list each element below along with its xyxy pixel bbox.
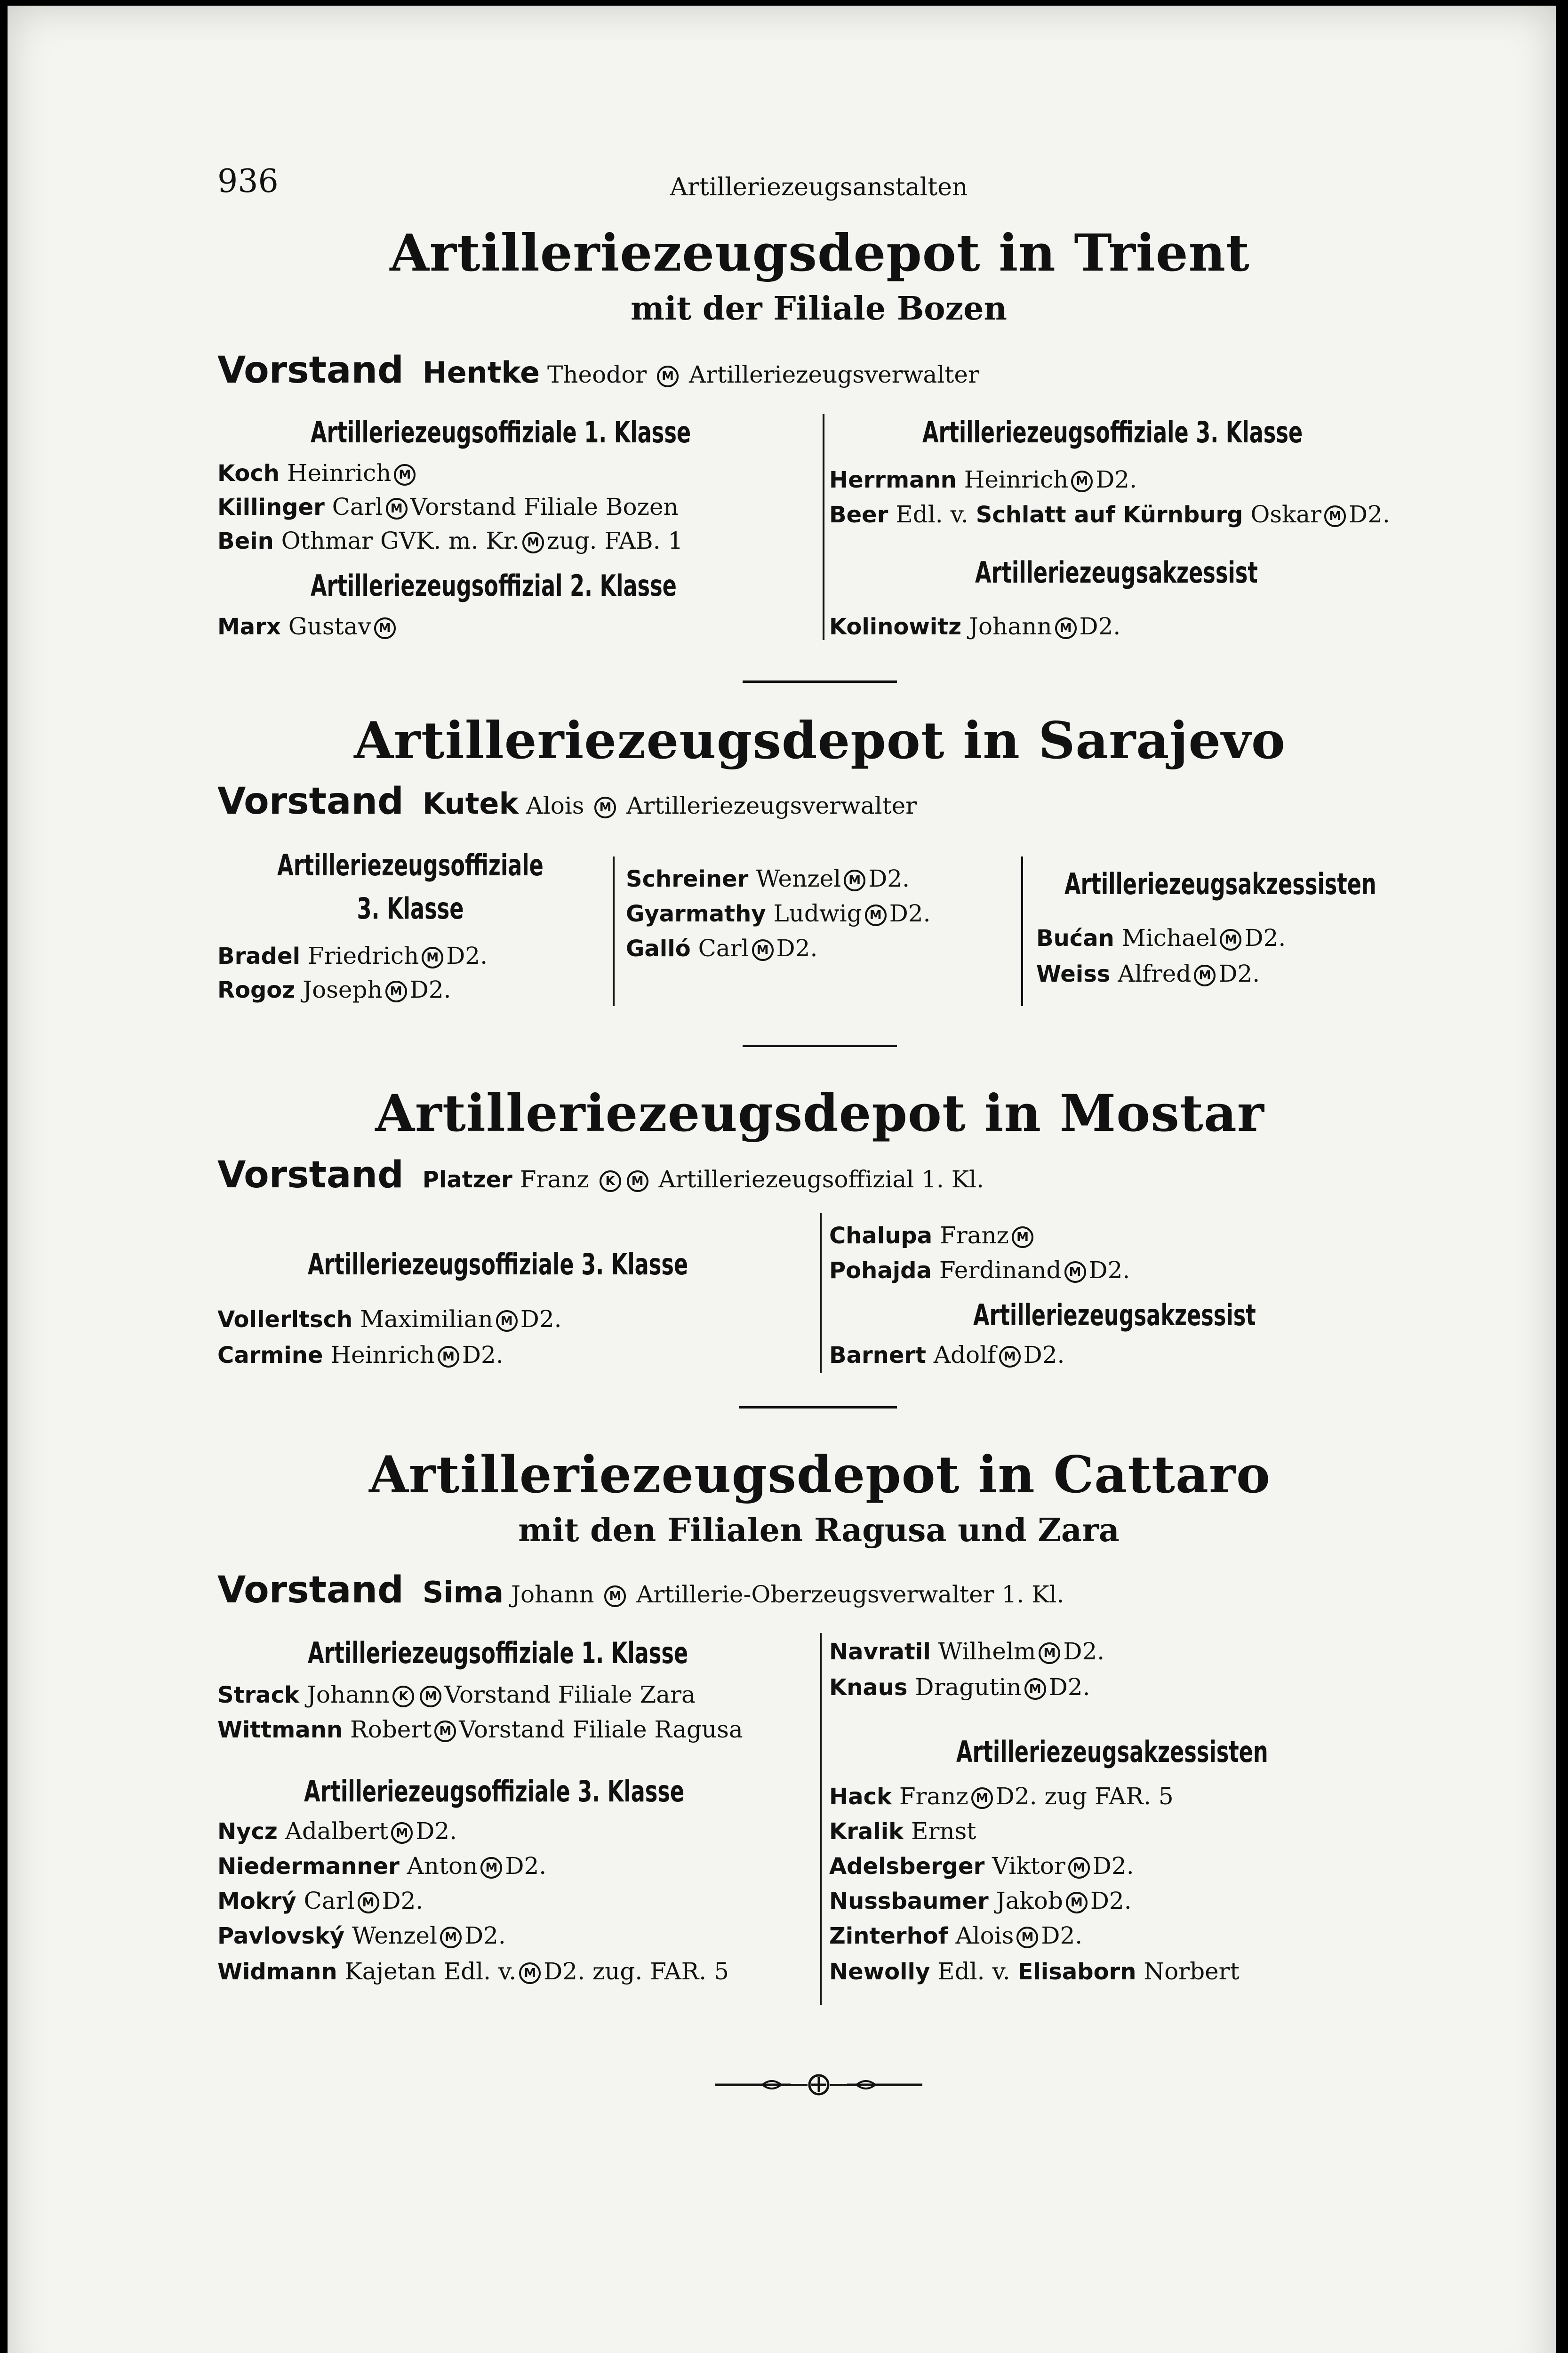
surname: Gyarmathy <box>626 901 766 927</box>
remark: D2. <box>1096 466 1137 493</box>
given-name: Adalbert <box>285 1817 389 1845</box>
remark: D2. <box>868 865 910 892</box>
m-badge-icon: M <box>385 981 407 1002</box>
entry-barnert <box>829 1343 1064 1368</box>
given-name: Johann <box>968 613 1052 640</box>
k-badge-icon: K <box>392 1686 414 1707</box>
entry-bradel <box>217 944 488 968</box>
heading-trient-akzessist: Artilleriezeugsakzessist <box>975 555 1258 590</box>
entry-strack <box>217 1683 696 1707</box>
surname: Wittmann <box>217 1717 343 1743</box>
m-badge-icon: M <box>1016 1927 1038 1948</box>
remark: Vorstand Filiale Bozen <box>410 493 679 520</box>
given-name: Anton <box>407 1852 478 1880</box>
entry-kralik <box>829 1819 976 1843</box>
remark: D2. <box>1041 1922 1083 1949</box>
given-name: Maximilian <box>360 1305 493 1333</box>
given-name: Adolf <box>933 1341 996 1369</box>
vorstand-surname: Kutek <box>422 786 519 821</box>
given-name: Ernst <box>911 1817 976 1845</box>
surname: Barnert <box>829 1342 926 1369</box>
surname: Vollerltsch <box>217 1306 353 1333</box>
given-name: Alois <box>955 1922 1014 1949</box>
m-badge-icon: M <box>480 1857 502 1879</box>
entry-hack <box>829 1785 1174 1809</box>
m-badge-icon: M <box>438 1346 459 1368</box>
entry-herrmann <box>829 468 1137 492</box>
remark: D2. <box>520 1305 562 1333</box>
remark: D2. <box>776 935 818 962</box>
entry-koch <box>217 461 418 486</box>
entry-navratil <box>829 1640 1104 1664</box>
surname: Kolinowitz <box>829 614 962 640</box>
given-name: Alfred <box>1118 960 1192 987</box>
entry-pavlovsky <box>217 1924 506 1948</box>
remark: D2. <box>1023 1341 1065 1369</box>
column-divider <box>823 414 824 640</box>
m-badge-icon: M <box>1194 965 1216 986</box>
entry-nycz <box>217 1819 457 1844</box>
m-badge-icon: M <box>999 1346 1021 1368</box>
column-divider <box>820 1213 822 1373</box>
given-name: Heinrich <box>964 466 1069 493</box>
section-title-mostar: Artilleriezeugsdepot in Mostar <box>375 1084 1264 1143</box>
given-name: Wenzel <box>756 865 841 892</box>
surname: Adelsberger <box>829 1853 985 1880</box>
surname: Koch <box>217 460 280 487</box>
given-name: Robert <box>350 1716 432 1743</box>
remark: D2. <box>1092 1852 1134 1880</box>
m-badge-icon: M <box>1039 1642 1060 1664</box>
given-name: Joseph <box>303 976 383 1003</box>
given-name: Oskar <box>1250 501 1321 528</box>
m-badge-icon: M <box>374 617 396 639</box>
vorstand-line-cattaro <box>217 1569 1064 1611</box>
section-title-cattaro: Artilleriezeugsdepot in Cattaro <box>369 1445 1271 1505</box>
surname: Herrmann <box>829 467 957 493</box>
surname: Kralik <box>829 1818 904 1845</box>
page-number: 936 <box>217 163 279 200</box>
entry-zinterhof <box>829 1924 1082 1948</box>
entry-mokry <box>217 1889 423 1913</box>
remark: D2. <box>1048 1673 1090 1701</box>
vorstand-rank: Artilleriezeugsverwalter <box>626 792 917 819</box>
given-name: Franz <box>940 1222 1009 1249</box>
entry-chalupa <box>829 1224 1036 1248</box>
m-badge-icon: M <box>440 1927 462 1948</box>
surname: Chalupa <box>829 1223 933 1249</box>
entry-vollerltsch <box>217 1307 562 1332</box>
m-badge-icon: M <box>522 532 544 553</box>
entry-beer <box>829 503 1390 527</box>
entry-kolinowitz <box>829 615 1120 639</box>
remark: Vorstand Filiale Ragusa <box>459 1716 743 1743</box>
ornament-icon <box>715 2071 922 2099</box>
m-badge-icon: M <box>865 904 887 926</box>
vorstand-rank: Artilleriezeugsoffizial 1. Kl. <box>658 1166 984 1193</box>
m-badge-icon: M <box>422 947 443 968</box>
surname: Mokrý <box>217 1888 296 1914</box>
m-badge-icon: M <box>1055 617 1077 639</box>
vorstand-label: Vorstand <box>217 1569 404 1611</box>
given-name: Gustav <box>288 613 371 640</box>
surname: Pohajda <box>829 1257 932 1284</box>
ornament-divider <box>715 2071 922 2101</box>
m-badge-icon: M <box>420 1686 441 1707</box>
surname: Navratil <box>829 1639 931 1665</box>
particle: Edl. v. <box>896 501 968 528</box>
given-name: Friedrich <box>307 942 419 969</box>
given-name: Wenzel <box>352 1922 438 1949</box>
m-badge-icon: M <box>1068 1857 1090 1879</box>
remark: Vorstand Filiale Zara <box>444 1681 696 1708</box>
m-badge-icon: M <box>1324 505 1346 527</box>
surname: Widmann <box>217 1959 337 1985</box>
surname: Knaus <box>829 1674 908 1701</box>
surname: Galló <box>626 936 691 962</box>
entry-nussbaumer <box>829 1889 1132 1913</box>
entry-adelsberger <box>829 1854 1134 1879</box>
remark: D2. <box>1218 960 1260 987</box>
section-divider <box>743 1045 897 1047</box>
remark: D2. <box>1079 613 1121 640</box>
entry-newolly <box>829 1960 1240 1983</box>
heading-trient-offizial-2: Artilleriezeugsoffizial 2. Klasse <box>311 568 677 603</box>
vorstand-label: Vorstand <box>217 780 404 823</box>
surname: Nycz <box>217 1818 278 1845</box>
remark: D2. <box>1244 924 1286 952</box>
remark: D2. <box>409 976 451 1003</box>
vorstand-rank: Artillerie-Oberzeugsverwalter 1. Kl. <box>636 1581 1064 1608</box>
column-divider <box>1021 856 1023 1006</box>
given-name: Dragutin <box>915 1673 1022 1701</box>
remark: D2. <box>1349 501 1390 528</box>
section-subtitle-trient: mit der Filiale Bozen <box>631 290 1007 328</box>
surname: Carmine <box>217 1342 323 1369</box>
m-badge-icon: M <box>752 939 774 961</box>
given-name: Kajetan Edl. v. <box>344 1958 517 1985</box>
surname: Bein <box>217 528 274 554</box>
surname: Killinger <box>217 494 325 520</box>
m-badge-icon: M <box>1066 1892 1088 1913</box>
m-badge-icon: M <box>1024 1678 1046 1700</box>
m-badge-icon: M <box>394 464 416 486</box>
heading-trient-offiziale-3: Artilleriezeugsoffiziale 3. Klasse <box>922 415 1303 449</box>
section-divider <box>743 680 897 683</box>
remark: D2. <box>505 1852 547 1880</box>
entry-schreiner <box>626 867 910 891</box>
m-badge-icon: M <box>386 498 408 520</box>
section-divider <box>739 1406 897 1409</box>
column-divider <box>613 856 615 1006</box>
remark: D2. <box>446 942 488 969</box>
vorstand-rank: Artilleriezeugsverwalter <box>689 361 979 388</box>
section-title-sarajevo: Artilleriezeugsdepot in Sarajevo <box>354 711 1286 770</box>
given-name: Johann <box>306 1681 390 1708</box>
given-name: Viktor <box>992 1852 1065 1880</box>
m-badge-icon: M <box>657 366 679 387</box>
m-badge-icon: M <box>358 1892 379 1913</box>
remark: D2. zug FAR. 5 <box>995 1783 1174 1810</box>
entry-gyarmathy <box>626 902 930 926</box>
m-badge-icon: M <box>1220 929 1241 951</box>
m-badge-icon: M <box>519 1962 541 1984</box>
surname: Bućan <box>1036 925 1114 952</box>
m-badge-icon: M <box>496 1310 518 1332</box>
entry-knaus <box>829 1675 1090 1700</box>
surname-2: Elisaborn <box>1017 1959 1136 1985</box>
vorstand-line-mostar <box>217 1154 984 1196</box>
entry-gallo <box>626 936 817 961</box>
entry-niedermanner <box>217 1854 546 1879</box>
heading-cattaro-offiziale-1: Artilleriezeugsoffiziale 1. Klasse <box>308 1636 688 1670</box>
particle: Edl. v. <box>937 1958 1010 1985</box>
surname: Hack <box>829 1784 892 1810</box>
heading-sarajevo-akzessisten: Artilleriezeugsakzessisten <box>1064 867 1376 901</box>
section-title-trient: Artilleriezeugsdepot in Trient <box>390 224 1250 283</box>
remark: D2. <box>416 1817 457 1845</box>
m-badge-icon: M <box>594 797 616 818</box>
vorstand-given: Franz <box>520 1166 589 1193</box>
m-badge-icon: M <box>1064 1261 1086 1283</box>
vorstand-label: Vorstand <box>217 349 404 392</box>
remark: D2. <box>1088 1257 1130 1284</box>
remark: D2. zug. FAR. 5 <box>544 1958 729 1985</box>
k-badge-icon: K <box>600 1170 621 1192</box>
given-name: Heinrich <box>330 1341 435 1369</box>
given-name: Ferdinand <box>939 1257 1062 1284</box>
surname: Zinterhof <box>829 1923 948 1949</box>
vorstand-surname: Sima <box>422 1575 504 1609</box>
heading-cattaro-offiziale-3: Artilleriezeugsoffiziale 3. Klasse <box>304 1774 685 1809</box>
m-badge-icon: M <box>434 1721 456 1742</box>
m-badge-icon: M <box>1071 471 1093 492</box>
surname-2: Schlatt auf Kürnburg <box>976 502 1243 528</box>
surname: Niedermanner <box>217 1853 400 1880</box>
heading-trient-offiziale-1: Artilleriezeugsoffiziale 1. Klasse <box>311 415 691 449</box>
vorstand-given: Theodor <box>547 361 647 388</box>
given-name: Heinrich <box>287 459 392 487</box>
entry-bein <box>217 529 683 553</box>
m-badge-icon: M <box>971 1787 993 1809</box>
vorstand-line-sarajevo <box>217 780 917 823</box>
surname: Nussbaumer <box>829 1888 989 1914</box>
heading-sarajevo-offiziale-l1: Artilleriezeugsoffiziale <box>277 848 544 882</box>
vorstand-surname: Platzer <box>422 1167 512 1193</box>
given-name: Carl <box>698 935 749 962</box>
heading-sarajevo-offiziale-l2: 3. Klasse <box>357 891 464 926</box>
section-subtitle-cattaro: mit den Filialen Ragusa und Zara <box>518 1512 1120 1549</box>
heading-cattaro-akzessisten: Artilleriezeugsakzessisten <box>956 1735 1268 1769</box>
entry-marx <box>217 615 399 639</box>
remark: zug. FAB. 1 <box>547 527 683 554</box>
given-name: Norbert <box>1144 1958 1240 1985</box>
vorstand-surname: Hentke <box>422 355 540 390</box>
entry-killinger <box>217 495 679 520</box>
heading-mostar-akzessist: Artilleriezeugsakzessist <box>973 1298 1256 1332</box>
vorstand-label: Vorstand <box>217 1154 404 1196</box>
surname: Schreiner <box>626 866 749 892</box>
entry-wittmann <box>217 1718 743 1742</box>
given-name: Carl <box>332 493 383 520</box>
given-name: Franz <box>899 1783 968 1810</box>
surname: Rogoz <box>217 977 296 1003</box>
remark: D2. <box>464 1922 506 1949</box>
m-badge-icon: M <box>391 1822 413 1844</box>
entry-weiss <box>1036 962 1260 986</box>
surname: Weiss <box>1036 961 1111 987</box>
surname: Pavlovský <box>217 1923 345 1949</box>
m-badge-icon: M <box>844 870 865 891</box>
m-badge-icon: M <box>627 1170 648 1192</box>
surname: Newolly <box>829 1959 930 1985</box>
remark: D2. <box>462 1341 504 1369</box>
remark: D2. <box>1063 1638 1105 1665</box>
given-name: Jakob <box>996 1887 1063 1914</box>
heading-mostar-offiziale-3: Artilleriezeugsoffiziale 3. Klasse <box>308 1247 688 1281</box>
given-name: Carl <box>304 1887 355 1914</box>
entry-rogoz <box>217 978 451 1002</box>
surname: Bradel <box>217 943 301 969</box>
entry-bucan <box>1036 926 1286 951</box>
entry-widmann <box>217 1960 729 1984</box>
remark: D2. <box>1090 1887 1132 1914</box>
given-name: Ludwig <box>773 900 862 927</box>
running-head: Artilleriezeugsanstalten <box>670 173 968 201</box>
column-divider <box>820 1633 822 2005</box>
surname: Beer <box>829 502 888 528</box>
given-name: Wilhelm <box>938 1638 1036 1665</box>
m-badge-icon: M <box>604 1585 626 1607</box>
surname: Strack <box>217 1682 299 1708</box>
vorstand-given: Johann <box>511 1581 594 1608</box>
entry-pohajda <box>829 1258 1130 1283</box>
vorstand-given: Alois <box>526 792 584 819</box>
given-name: Michael <box>1121 924 1217 952</box>
remark: D2. <box>889 900 931 927</box>
surname: Marx <box>217 614 281 640</box>
remark: D2. <box>382 1887 424 1914</box>
entry-carmine <box>217 1343 504 1368</box>
m-badge-icon: M <box>1012 1226 1033 1248</box>
vorstand-line-trient <box>217 349 979 392</box>
given-name: Othmar GVK. m. Kr. <box>281 527 520 554</box>
